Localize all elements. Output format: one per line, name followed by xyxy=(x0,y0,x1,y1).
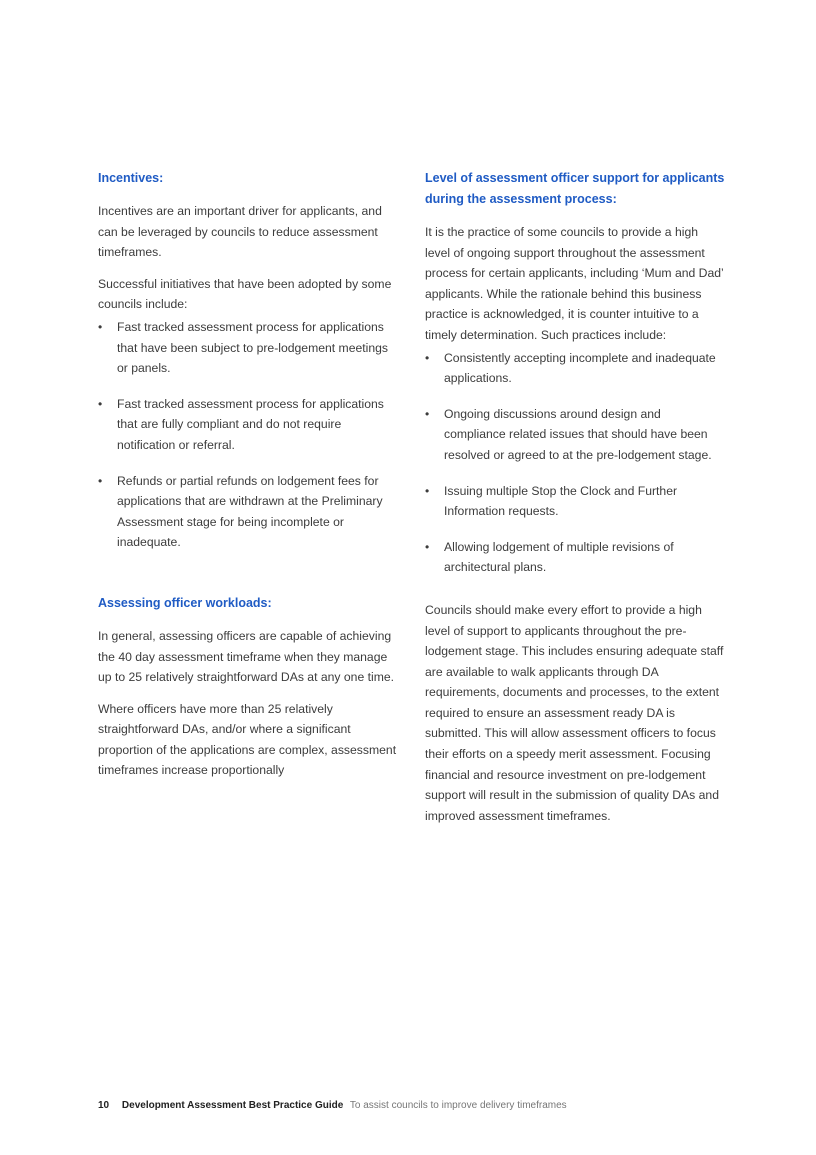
support-paragraph-2: Councils should make every effort to provide a high level of support to applicants throughout the pre-lodgement stage. This includes ensuring adequate staff are available to walk applicants through DA requirements, documents and processes, to the extent required to ensure an assessment ready DA is submitted. This will allow assessment officers to focus their efforts on a speedy merit assessment. Focusing financial and resource investment on pre-lodgement support will result in the submission of quality DAs and improved assessment timeframes. xyxy=(425,602,724,823)
list-item: • Consistently accepting incomplete and inadequate applications. xyxy=(425,348,725,389)
workloads-paragraph-1: In general, assessing officers are capable of achieving the 40 day assessment timeframe when they manage up to 25 relatively straightforward DAs at any one time. xyxy=(98,628,395,685)
list-item: • Fast tracked assessment process for applications that have been subject to pre-lodgement meetings or panels. xyxy=(98,317,398,379)
right-column xyxy=(425,168,725,826)
bullet-icon: • xyxy=(425,406,430,421)
left-column xyxy=(98,168,398,781)
list-item: • Refunds or partial refunds on lodgement fees for applications that are withdrawn at the Preliminary Assessment stage for being incomplete or inadequate. xyxy=(98,471,398,553)
bullet-icon: • xyxy=(98,473,103,488)
workloads-paragraph-2: Where officers have more than 25 relatively straightforward DAs, and/or where a significant proportion of the applications are complex, assessment timeframes increase proportionally xyxy=(98,701,397,778)
list-item: • Ongoing discussions around design and compliance related issues that should have been resolved or agreed to at the pre-lodgement stage. xyxy=(425,404,725,466)
page-number: 10 xyxy=(98,1100,110,1111)
incentives-paragraph-1: Incentives are an important driver for applicants, and can be leveraged by councils to reduce assessment timeframes. xyxy=(98,204,382,260)
page-footer xyxy=(98,1099,567,1113)
bullet-icon: • xyxy=(425,350,430,365)
incentives-heading: Incentives: xyxy=(98,171,164,185)
list-item: • Fast tracked assessment process for applications that are fully compliant and do not require notification or referral. xyxy=(98,394,398,456)
footer-subtitle: To assist councils to improve delivery timeframes xyxy=(349,1100,567,1111)
list-item: • Issuing multiple Stop the Clock and Further Information requests. xyxy=(425,481,725,522)
bullet-icon: • xyxy=(425,539,430,554)
bullet-icon: • xyxy=(425,483,430,498)
workloads-heading: Assessing officer workloads: xyxy=(98,595,272,610)
incentives-paragraph-2: Successful initiatives that have been adopted by some councils include: xyxy=(98,276,392,312)
support-heading: Level of assessment officer support for applicants during the assessment process: xyxy=(425,171,725,206)
support-list xyxy=(425,348,725,578)
incentives-list xyxy=(98,317,398,553)
footer-title: Development Assessment Best Practice Guide xyxy=(121,1100,344,1111)
bullet-icon: • xyxy=(98,319,103,334)
bullet-icon: • xyxy=(98,396,103,411)
list-item: • Allowing lodgement of multiple revisions of architectural plans. xyxy=(425,537,725,578)
support-paragraph-1: It is the practice of some councils to provide a high level of ongoing support throughout the assessment process for certain applicants, including ‘Mum and Dad’ applicants. While the rationale behind this business practice is acknowledged, it is counter intuitive to a timely determination. Such practices include: xyxy=(425,225,724,342)
